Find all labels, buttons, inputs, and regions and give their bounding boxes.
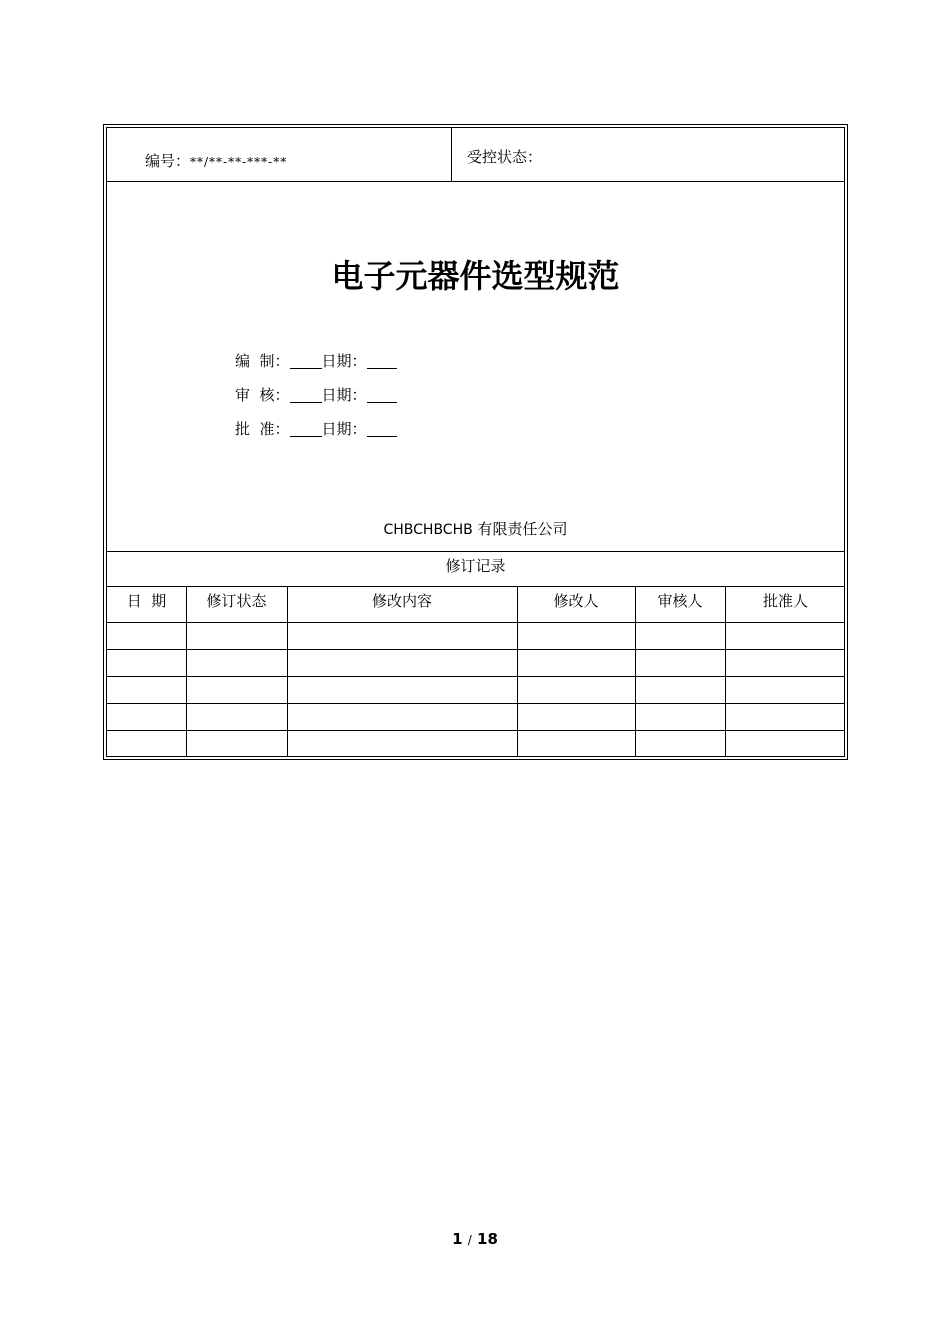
- signature-date-label: 日期：: [321, 420, 367, 438]
- signature-row-approve: [235, 420, 397, 440]
- table-row: [107, 622, 844, 623]
- revision-header-top-rule: [107, 586, 844, 587]
- company-name: [107, 520, 844, 539]
- column-header-reviewer: 审核人: [657, 592, 703, 610]
- table-row: [107, 730, 844, 731]
- company-name-latin: CHBCHBCHB: [383, 522, 473, 538]
- page-separator: /: [467, 1233, 472, 1247]
- control-status-label: 受控状态：: [467, 148, 543, 166]
- doc-number-value: **/**-**-***-**: [190, 155, 288, 169]
- document-cover-frame: [103, 124, 848, 760]
- document-cover-inner-frame: [106, 127, 845, 757]
- signature-name-blank[interactable]: [290, 386, 322, 403]
- signature-row-review: [235, 386, 397, 406]
- signature-name-blank[interactable]: [290, 352, 322, 369]
- company-name-cn: 有限责任公司: [477, 520, 568, 538]
- signature-date-label: 日期：: [321, 352, 367, 370]
- table-row: [107, 649, 844, 650]
- signature-role: 编 制：: [235, 352, 290, 370]
- doc-number-label: 编号：: [145, 152, 191, 170]
- document-title: 电子元器件选型规范: [331, 257, 620, 295]
- page-total: 18: [477, 1230, 498, 1248]
- column-header-revision-status: 修订状态: [206, 592, 267, 610]
- column-header-date: 日 期: [126, 592, 167, 610]
- signature-name-blank[interactable]: [290, 420, 322, 437]
- page-current: 1: [452, 1230, 463, 1248]
- signature-role: 批 准：: [235, 420, 290, 438]
- header-bottom-rule: [107, 181, 844, 182]
- doc-number: [145, 152, 287, 171]
- signature-date-blank[interactable]: [367, 386, 397, 403]
- column-header-change-content: 修改内容: [371, 592, 432, 610]
- column-header-approver: 批准人: [762, 592, 808, 610]
- page-number: [0, 1230, 950, 1249]
- header-divider: [451, 128, 452, 181]
- signature-date-label: 日期：: [321, 386, 367, 404]
- signature-row-compile: [235, 352, 397, 372]
- signature-date-blank[interactable]: [367, 352, 397, 369]
- revision-table-title: 修订记录: [445, 557, 506, 575]
- signature-role: 审 核：: [235, 386, 290, 404]
- revision-title-top-rule: [107, 551, 844, 552]
- column-header-modifier: 修改人: [553, 592, 599, 610]
- table-row: [107, 703, 844, 704]
- signature-date-blank[interactable]: [367, 420, 397, 437]
- table-row: [107, 676, 844, 677]
